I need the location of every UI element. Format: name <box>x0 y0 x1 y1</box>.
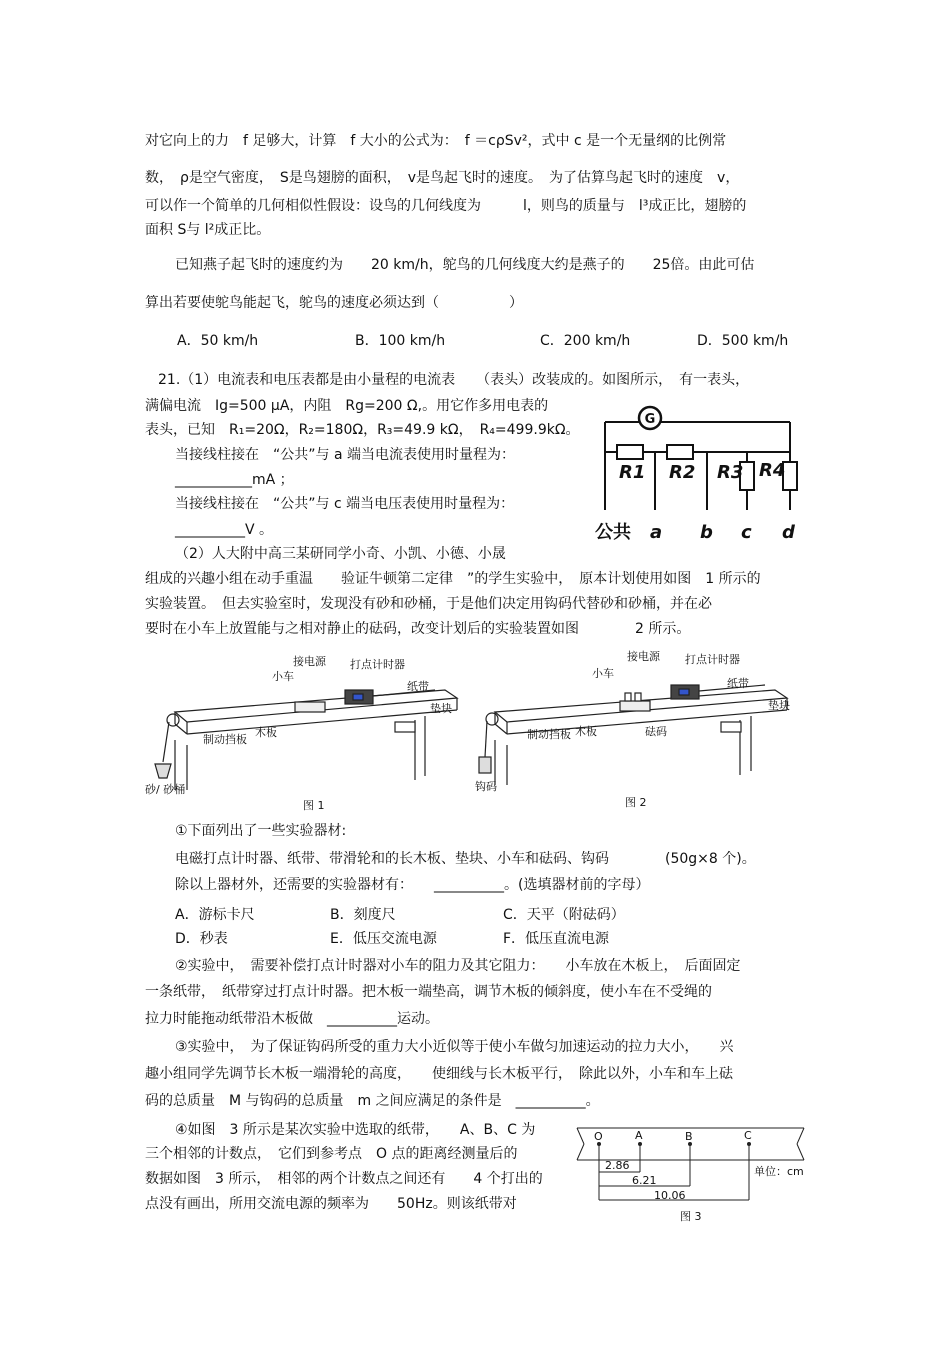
text-line: ③实验中， 为了保证钩码所受的重力大小近似等于使小车做匀加速运动的拉力大小， 兴 <box>175 1039 734 1055</box>
point-b: B <box>685 1130 693 1143</box>
text-line: ___________mA ； <box>175 472 294 488</box>
text-line: ④如图 3 所示是某次实验中选取的纸带， A、B、C 为 <box>175 1122 536 1138</box>
text-line: 对它向上的力 f 足够大，计算 f 大小的公式为： f ＝cρSv²，式中 c 是一个无量纲的比例常 <box>145 133 727 149</box>
option-d: D．500 km/h <box>697 333 789 349</box>
option-a: A．50 km/h <box>177 333 259 349</box>
label-cart: 小车 <box>272 670 294 683</box>
label-board: 木板 <box>575 725 597 738</box>
text-line: 趣小组同学先调节长木板一端滑轮的高度， 使细线与长木板平行， 除此以外，小车和车上砝 <box>145 1066 733 1082</box>
figure-2 <box>475 645 795 815</box>
figure-3-tape <box>572 1120 812 1225</box>
text-line: 数据如图 3 所示， 相邻的两个计数点之间还有 4 个打出的 <box>145 1171 543 1187</box>
equip-option-c: C．天平（附砝码） <box>503 907 625 923</box>
label-tape: 纸带 <box>727 677 749 690</box>
label-power: 接电源 <box>627 650 660 663</box>
figure-2-caption: 图 2 <box>625 796 647 809</box>
text-line: 当接线柱接在 “公共”与 c 端当电压表使用时量程为： <box>175 496 515 512</box>
label-block: 垫块 <box>768 699 790 712</box>
distance-oa: 2.86 <box>605 1159 630 1172</box>
terminal-b: b <box>700 522 713 543</box>
equip-option-e: E．低压交流电源 <box>330 931 437 947</box>
terminal-common: 公共 <box>595 522 631 543</box>
equip-option-a: A．游标卡尺 <box>175 907 255 923</box>
text-line: 码的总质量 M 与钩码的总质量 m 之间应满足的条件是 __________。 <box>145 1093 600 1109</box>
text-line: 电磁打点计时器、纸带、带滑轮和的长木板、垫块、小车和砝码、钩码 (50g×8 个)。 <box>175 851 756 867</box>
text-line: 一条纸带， 纸带穿过打点计时器。把木板一端垫高，调节木板的倾斜度，使小车在不受绳的 <box>145 984 712 1000</box>
label-power: 接电源 <box>293 655 326 668</box>
label-block: 垫块 <box>430 702 452 715</box>
text-line: 已知燕子起飞时的速度约为 20 km/h，鸵鸟的几何线度大约是燕子的 25倍。由此可估 <box>175 257 755 273</box>
text-line: 当接线柱接在 “公共”与 a 端当电流表使用时量程为： <box>175 447 515 463</box>
terminal-d: d <box>782 522 795 543</box>
r1-label: R1 <box>619 462 646 483</box>
option-c: C．200 km/h <box>540 333 631 349</box>
distance-oc: 10.06 <box>654 1189 686 1202</box>
unit-label: 单位：cm <box>754 1165 804 1178</box>
label-weight: 砝码 <box>645 725 667 738</box>
point-c: C <box>744 1129 752 1142</box>
point-a: A <box>635 1129 643 1142</box>
circuit-diagram <box>595 400 805 550</box>
text-line: 拉力时能拖动纸带沿木板做 __________运动。 <box>145 1011 439 1027</box>
r2-label: R2 <box>669 462 696 483</box>
text-line: 满偏电流 Ig=500 μA，内阻 Rg=200 Ω,。用它作多用电表的 <box>145 398 549 414</box>
equip-option-d: D．秒表 <box>175 931 228 947</box>
figure-1 <box>145 650 465 820</box>
terminal-a: a <box>650 522 663 543</box>
figure-1-caption: 图 1 <box>303 799 325 812</box>
text-line: 三个相邻的计数点， 它们到参考点 O 点的距离经测量后的 <box>145 1146 518 1162</box>
label-stopper: 制动挡板 <box>527 728 571 741</box>
label-timer: 打点计时器 <box>350 658 405 671</box>
equip-option-f: F．低压直流电源 <box>503 931 610 947</box>
r4-label: R4 <box>759 460 786 481</box>
text-line: __________V 。 <box>175 522 274 538</box>
option-b: B．100 km/h <box>355 333 446 349</box>
text-line: （2）人大附中高三某研同学小奇、小凯、小德、小晟 <box>175 546 506 562</box>
distance-ob: 6.21 <box>632 1174 657 1187</box>
label-stopper: 制动挡板 <box>203 733 247 746</box>
text-line: 可以作一个简单的几何相似性假设：设鸟的几何线度为 l，则鸟的质量与 l³成正比，翅膀的 <box>145 198 747 214</box>
label-hook: 钩码 <box>475 780 497 793</box>
figure-3-caption: 图 3 <box>680 1210 702 1223</box>
text-line: 21.（1）电流表和电压表都是由小量程的电流表 （表头）改装成的。如图所示， 有一表头， <box>158 372 750 388</box>
text-line: 要时在小车上放置能与之相对静止的砝码，改变计划后的实验装置如图 2 所示。 <box>145 621 691 637</box>
galvanometer-label: G <box>644 412 656 427</box>
text-line: 除以上器材外，还需要的实验器材有： __________。(选填器材前的字母） <box>175 877 650 893</box>
point-o: O <box>594 1130 603 1143</box>
text-line: 实验装置。 但去实验室时，发现没有砂和砂桶，于是他们决定用钩码代替砂和砂桶，并在必 <box>145 596 712 612</box>
label-tape: 纸带 <box>407 680 429 693</box>
terminal-c: c <box>741 522 752 543</box>
text-line: ②实验中， 需要补偿打点计时器对小车的阻力及其它阻力： 小车放在木板上， 后面固定 <box>175 958 741 974</box>
text-line: 算出若要使鸵鸟能起飞，鸵鸟的速度必须达到（ ） <box>145 295 523 311</box>
r3-label: R3 <box>717 462 744 483</box>
text-line: 数， ρ是空气密度， S是鸟翅膀的面积， v是鸟起飞时的速度。 为了估算鸟起飞时的速度 v， <box>145 170 740 186</box>
label-timer: 打点计时器 <box>685 653 740 666</box>
text-line: 点没有画出，所用交流电源的频率为 50Hz。则该纸带对 <box>145 1196 517 1212</box>
label-cart: 小车 <box>592 667 614 680</box>
text-line: 面积 S与 l²成正比。 <box>145 222 271 238</box>
text-line: 组成的兴趣小组在动手重温 验证牛顿第二定律 ”的学生实验中， 原本计划使用如图 1 所示的 <box>145 571 761 587</box>
label-bucket: 砂/ 砂桶 <box>145 783 186 796</box>
equip-option-b: B．刻度尺 <box>330 907 396 923</box>
text-line: 表头，已知 R₁=20Ω，R₂=180Ω，R₃=49.9 kΩ， R₄=499.9kΩ。 <box>145 422 580 438</box>
label-board: 木板 <box>255 726 277 739</box>
text-line: ①下面列出了一些实验器材: <box>175 823 347 839</box>
